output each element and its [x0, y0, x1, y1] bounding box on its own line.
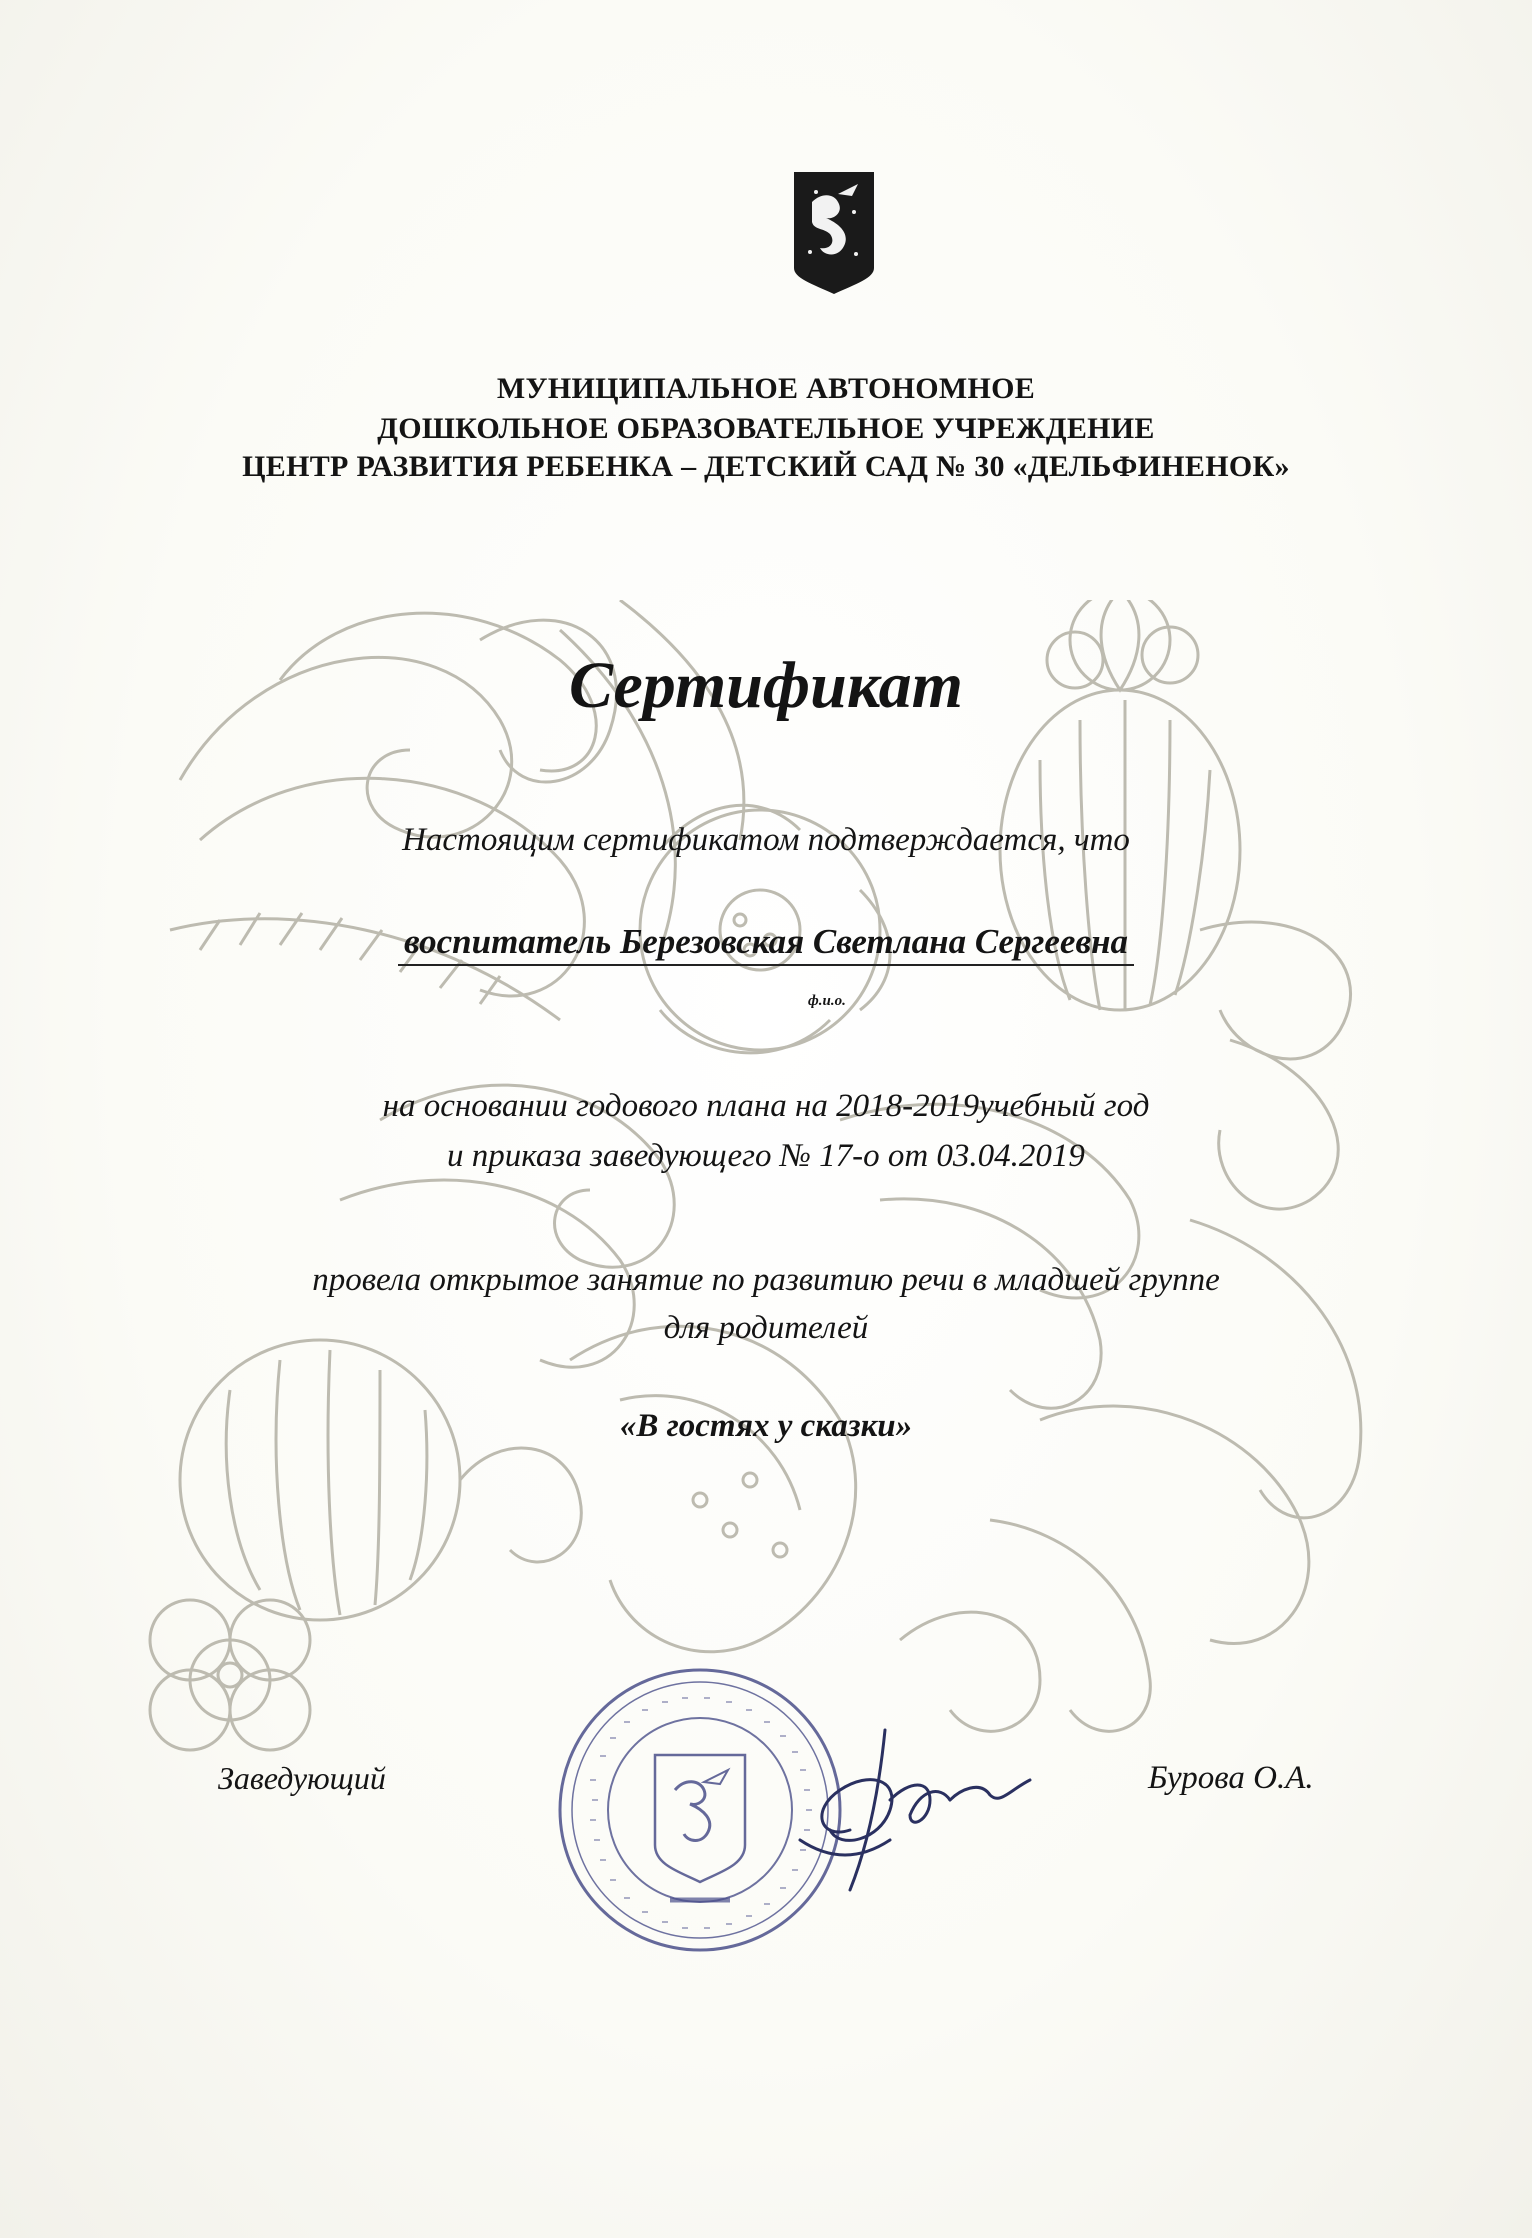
organization-line-1: МУНИЦИПАЛЬНОЕ АВТОНОМНОЕ — [496, 372, 1036, 405]
floral-ornament — [140, 600, 1400, 1780]
recipient-caption: ф.и.о. — [808, 993, 846, 1009]
organization-line-2: ДОШКОЛЬНОЕ ОБРАЗОВАТЕЛЬНОЕ УЧРЕЖДЕНИЕ — [377, 412, 1155, 445]
recipient-name: воспитатель Березовская Светлана Сергеевна — [398, 922, 1134, 966]
organization-line-3: ЦЕНТР РАЗВИТИЯ РЕБЕНКА – ДЕТСКИЙ САД № 30 «ДЕЛЬФИНЕНОК» — [242, 450, 1290, 483]
activity-line-1: провела открытое занятие по развитию речи в младшей группе — [312, 1262, 1220, 1298]
signatory-role: Заведующий — [218, 1760, 386, 1796]
certificate-title: Сертификат — [568, 649, 964, 722]
event-title: «В гостях у сказки» — [619, 1408, 913, 1444]
recipient-row — [0, 922, 1532, 966]
activity-line-2: для родителей — [663, 1310, 869, 1346]
signatory-name: Бурова О.А. — [1148, 1760, 1314, 1796]
handwritten-signature — [790, 1720, 1040, 1900]
basis-line-1: на основании годового плана на 2018-2019учебный год — [382, 1088, 1150, 1124]
confirm-text: Настоящим сертификатом подтверждается, что — [402, 822, 1130, 858]
city-crest-icon — [794, 172, 874, 294]
basis-line-2: и приказа заведующего № 17-о от 03.04.2019 — [447, 1138, 1085, 1174]
